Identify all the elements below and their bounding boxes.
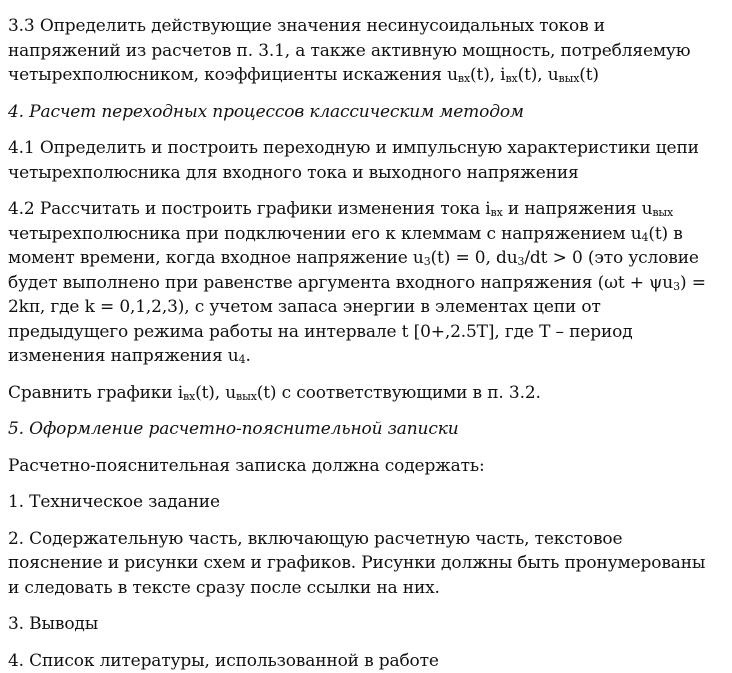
- subscript: 3: [673, 280, 680, 293]
- subscript: вх: [458, 72, 470, 85]
- subscript: 4: [642, 231, 649, 244]
- text-run: (t) = 0, du: [431, 248, 518, 268]
- subscript: вх: [491, 206, 503, 219]
- subscript: вых: [559, 72, 580, 85]
- text-run: (t): [579, 65, 599, 85]
- paragraph-4-2: [8, 197, 718, 369]
- text-run: (t) в момент времени, когда входное напряжение u: [8, 224, 683, 269]
- text-run: (t), u: [518, 65, 559, 85]
- list-item-2: 2. Содержательную часть, включающую расчетную часть, текстовое пояснение и рисунки схем и графиков. Рисунки должны быть пронумерованы и следовать в тексте сразу после ссылки на них.: [8, 527, 718, 601]
- subscript: вх: [505, 72, 517, 85]
- text-run: и напряжения u: [503, 199, 653, 219]
- text-run: ) = 2kπ, где k = 0,1,2,3), с учетом запаса энергии в элементах цепи от предыдущего режима работы на интервале t [0+,2.5T], где T – период изменения напряжения u: [8, 273, 706, 367]
- paragraph-3-3: [8, 14, 718, 88]
- paragraph-intro: Расчетно-пояснительная записка должна содержать:: [8, 454, 718, 479]
- subscript: вых: [236, 390, 257, 403]
- subscript: 3: [424, 255, 431, 268]
- subscript: 4: [239, 353, 246, 366]
- heading-section-4: 4. Расчет переходных процессов классическим методом: [8, 100, 718, 125]
- text-run: Сравнить графики i: [8, 383, 183, 403]
- text-run: (t) с соответствующими в п. 3.2.: [257, 383, 541, 403]
- subscript: 3: [518, 255, 525, 268]
- text-run: .: [245, 346, 250, 366]
- subscript: вых: [652, 206, 673, 219]
- list-item-1: 1. Техническое задание: [8, 490, 718, 515]
- paragraph-compare: [8, 381, 718, 406]
- paragraph-4-1: 4.1 Определить и построить переходную и импульсную характеристики цепи четырехполюсника для входного тока и выходного напряжения: [8, 136, 718, 185]
- text-run: (t), i: [470, 65, 505, 85]
- heading-section-5: 5. Оформление расчетно-пояснительной записки: [8, 417, 718, 442]
- text-run: (t), u: [195, 383, 236, 403]
- text-run: 4.2 Рассчитать и построить графики изменения тока i: [8, 199, 491, 219]
- text-run: четырехполюсника при подключении его к клеммам с напряжением u: [8, 224, 642, 244]
- subscript: вх: [183, 390, 195, 403]
- list-item-4: 4. Список литературы, использованной в работе: [8, 649, 718, 673]
- text-run: 3.3 Определить действующие значения несинусоидальных токов и напряжений из расчетов п. 3.1, а также активную мощность, потребляемую четырехполюсником, коэффициенты искажения u: [8, 16, 690, 85]
- list-item-3: 3. Выводы: [8, 612, 718, 637]
- text-run: /dt > 0 (это условие будет выполнено при равенстве аргумента входного напряжения (ωt + ψu: [8, 248, 699, 293]
